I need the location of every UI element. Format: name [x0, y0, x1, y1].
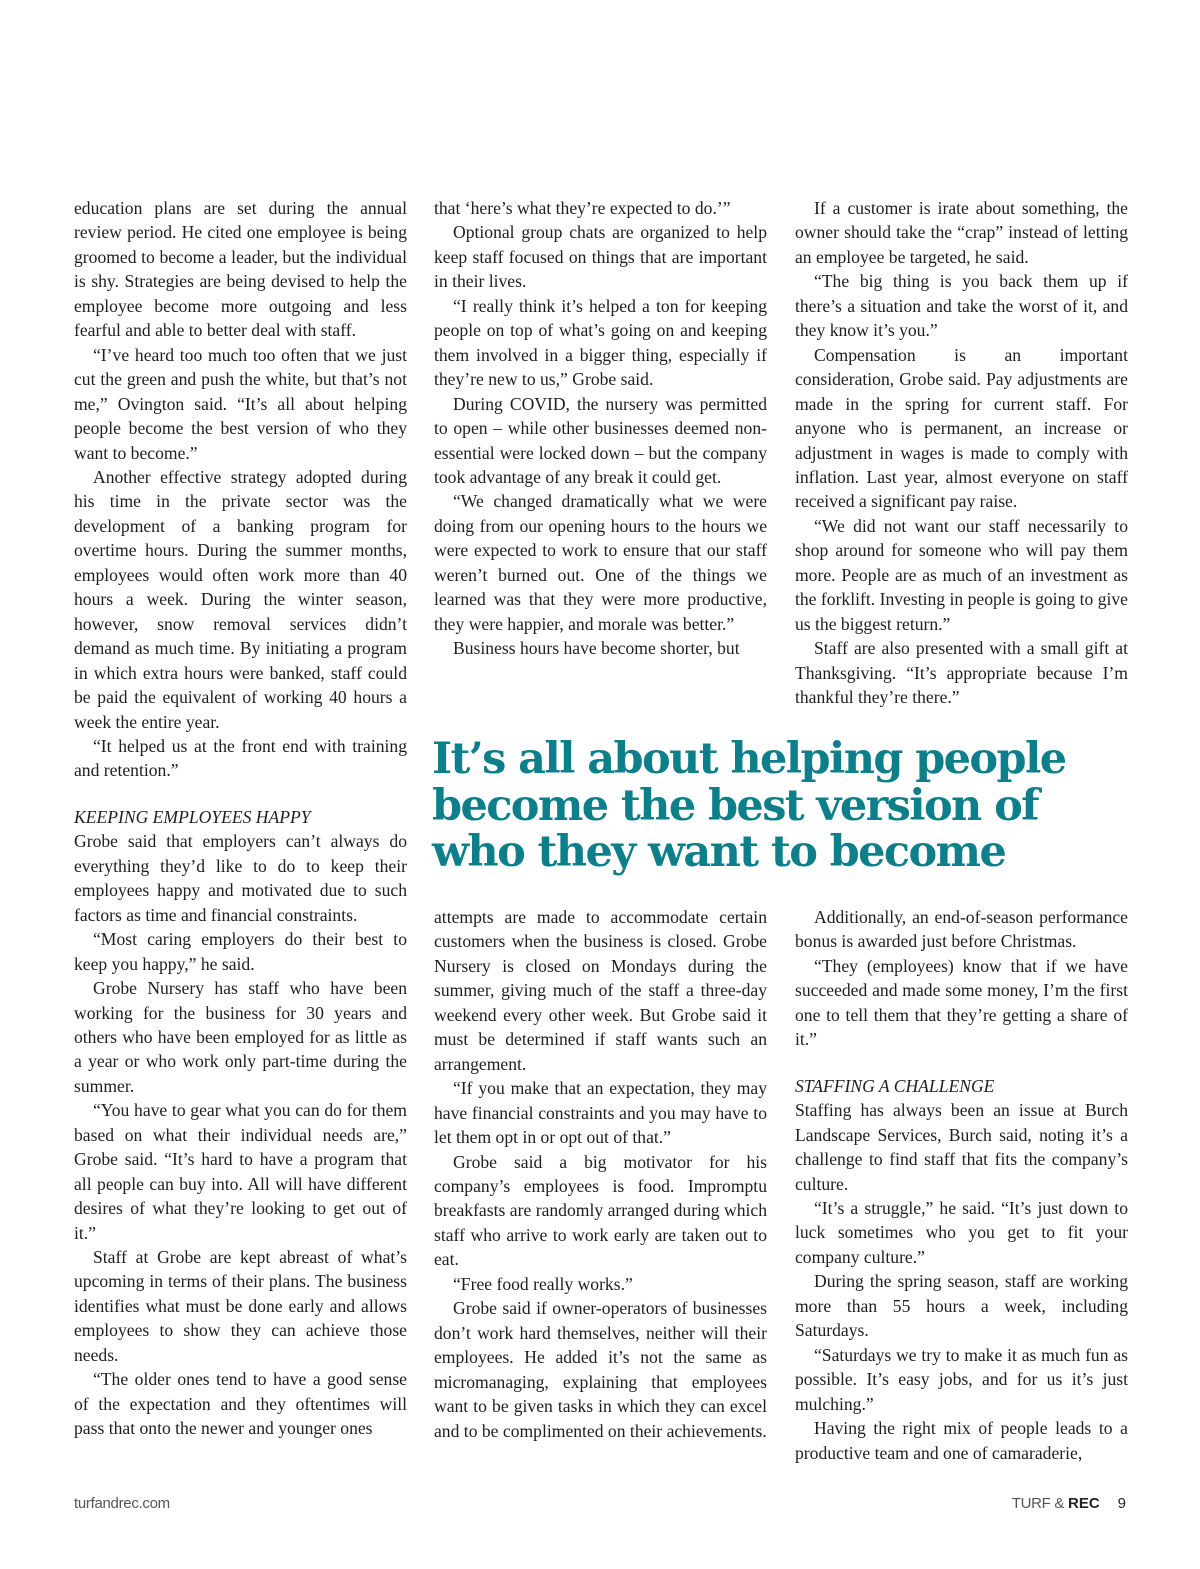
article-column-3-top [795, 196, 1128, 710]
pull-quote-line: become the best version of [432, 780, 1039, 831]
article-column-2-bottom [434, 905, 767, 1443]
section-heading-staffing-a-challenge: STAFFING A CHALLENGE [795, 1075, 995, 1096]
article-paragraph: “I’ve heard too much too often that we just cut the green and push the white, but that’s not me,” Ovington said. “It’s all about helping people become the best version of who they want to become.” [74, 344, 407, 463]
article-paragraph: “It helped us at the front end with training and retention.” [74, 735, 407, 781]
article-paragraph: education plans are set during the annual review period. He cited one employee is being groomed to become a leader, but the individual is shy. Strategies are being devised to help the employee become more outgoing and less fearful and able to better deal with staff. [74, 198, 407, 341]
article-paragraph: Another effective strategy adopted during his time in the private sector was the development of a banking program for overtime hours. During the summer months, employees would often work more than 40 hours a week. During the winter season, however, snow removal services didn’t demand as much time. By initiating a program in which extra hours were banked, staff could be paid the equivalent of working 40 hours a week the entire year. [74, 466, 407, 732]
pull-quote-line: It’s all about helping people [432, 734, 1066, 784]
article-column-2-top [434, 196, 767, 661]
article-paragraph: “The older ones tend to have a good sense of the expectation and they oftentimes will pass that onto the newer and younger ones [74, 1369, 407, 1439]
article-paragraph: Optional group chats are organized to help keep staff focused on things that are important in their lives. [434, 222, 767, 292]
article-paragraph: attempts are made to accommodate certain customers when the business is closed. Grobe Nursery is closed on Mondays during the summer, giving much of the staff a three-day weekend every other week. But Grobe said it must be determined if staff wants such an arrangement. [434, 907, 767, 1074]
article-paragraph: If a customer is irate about something, the owner should take the “crap” instead of letting an employee be targeted, he said. [795, 198, 1128, 267]
article-paragraph: Additionally, an end-of-season performance bonus is awarded just before Christmas. [795, 907, 1128, 952]
article-paragraph: “Saturdays we try to make it as much fun as possible. It’s easy jobs, and for us it’s just mulching.” [795, 1344, 1128, 1414]
article-paragraph: Staff at Grobe are kept abreast of what’s upcoming in terms of their plans. The business identifies what must be done early and allows employees to show they can achieve those needs. [74, 1247, 407, 1365]
article-paragraph: “Free food really works.” [453, 1273, 633, 1294]
article-paragraph: Business hours have become shorter, but [453, 638, 740, 659]
article-paragraph: “If you make that an expectation, they may have financial constraints and you may have to let them opt in or opt out of that.” [434, 1078, 767, 1148]
article-paragraph: Grobe said a big motivator for his company’s employees is food. Impromptu breakfasts are randomly arranged during which staff who arrive to work early are taken out to eat. [434, 1151, 767, 1270]
article-column-1 [74, 196, 407, 1441]
section-heading-keeping-employees-happy: KEEPING EMPLOYEES HAPPY [74, 806, 311, 827]
article-paragraph: Grobe said if owner-operators of businesses don’t work hard themselves, neither will their employees. He added it’s not the same as micromanaging, explaining that employees want to be given tasks in which they can excel and to be complimented on their achievements. [434, 1298, 767, 1441]
article-paragraph: Grobe said that employers can’t always do everything they’d like to do to keep their employees happy and motivated due to such factors as time and financial constraints. [74, 831, 407, 925]
article-paragraph: During the spring season, staff are working more than 55 hours a week, including Saturdays. [795, 1271, 1128, 1341]
article-paragraph: “It’s a struggle,” he said. “It’s just down to luck sometimes who you get to fit your company culture.” [795, 1197, 1128, 1267]
article-paragraph: “Most caring employers do their best to keep you happy,” he said. [74, 929, 407, 974]
article-paragraph: that ‘here’s what they’re expected to do.’” [434, 198, 731, 218]
article-paragraph: Staffing has always been an issue at Burch Landscape Services, Burch said, noting it’s a challenge to find staff that fits the company’s culture. [795, 1100, 1128, 1194]
footer-website: turfandrec.com [74, 1495, 170, 1512]
article-paragraph: “We did not want our staff necessarily to shop around for someone who will pay them more. People are as much of an investment as the forklift. Investing in people is going to give us the biggest return.” [795, 515, 1128, 634]
article-paragraph: “They (employees) know that if we have succeeded and made some money, I’m the first one to tell them that they’re getting a share of it.” [795, 955, 1128, 1050]
article-paragraph: “We changed dramatically what we were doing from our opening hours to the hours we were expected to work to ensure that our staff weren’t burned out. One of the things we learned was that they were more productive, they were happier, and morale was better.” [434, 491, 767, 634]
article-paragraph: Compensation is an important consideration, Grobe said. Pay adjustments are made in the spring for current staff. For anyone who is permanent, an increase or adjustment in wages is made to comply with inflation. Last year, almost everyone on staff received a significant pay raise. [795, 344, 1128, 512]
footer-folio [1012, 1495, 1126, 1512]
article-paragraph: Staff are also presented with a small gift at Thanksgiving. “It’s appropriate because I’m thankful they’re there.” [795, 638, 1128, 708]
article-paragraph: “You have to gear what you can do for them based on what their individual needs are,” Grobe said. “It’s hard to have a program that all people can buy into. All will have different desires of what they’re looking to get out of it.” [74, 1100, 407, 1243]
magazine-name-prefix: TURF & [1011, 1495, 1068, 1512]
pull-quote [432, 736, 1132, 876]
magazine-name-bold: REC [1067, 1495, 1100, 1512]
article-paragraph: “I really think it’s helped a ton for keeping people on top of what’s going on and keeping them involved in a bigger thing, especially if they’re new to us,” Grobe said. [434, 295, 767, 390]
article-column-3-bottom [795, 905, 1128, 1465]
article-paragraph: “The big thing is you back them up if there’s a situation and take the worst of it, and they know it’s you.” [795, 271, 1128, 341]
article-paragraph: Having the right mix of people leads to a productive team and one of camaraderie, [795, 1418, 1128, 1463]
page-number: 9 [1117, 1495, 1126, 1512]
article-paragraph: Grobe Nursery has staff who have been working for the business for 30 years and others who have been employed for as little as a year or who work only part-time during the summer. [74, 978, 407, 1096]
pull-quote-line: who they want to become [432, 827, 1006, 877]
article-paragraph: During COVID, the nursery was permitted to open – while other businesses deemed non-essential were locked down – but the company took advantage of any break it could get. [434, 393, 767, 487]
